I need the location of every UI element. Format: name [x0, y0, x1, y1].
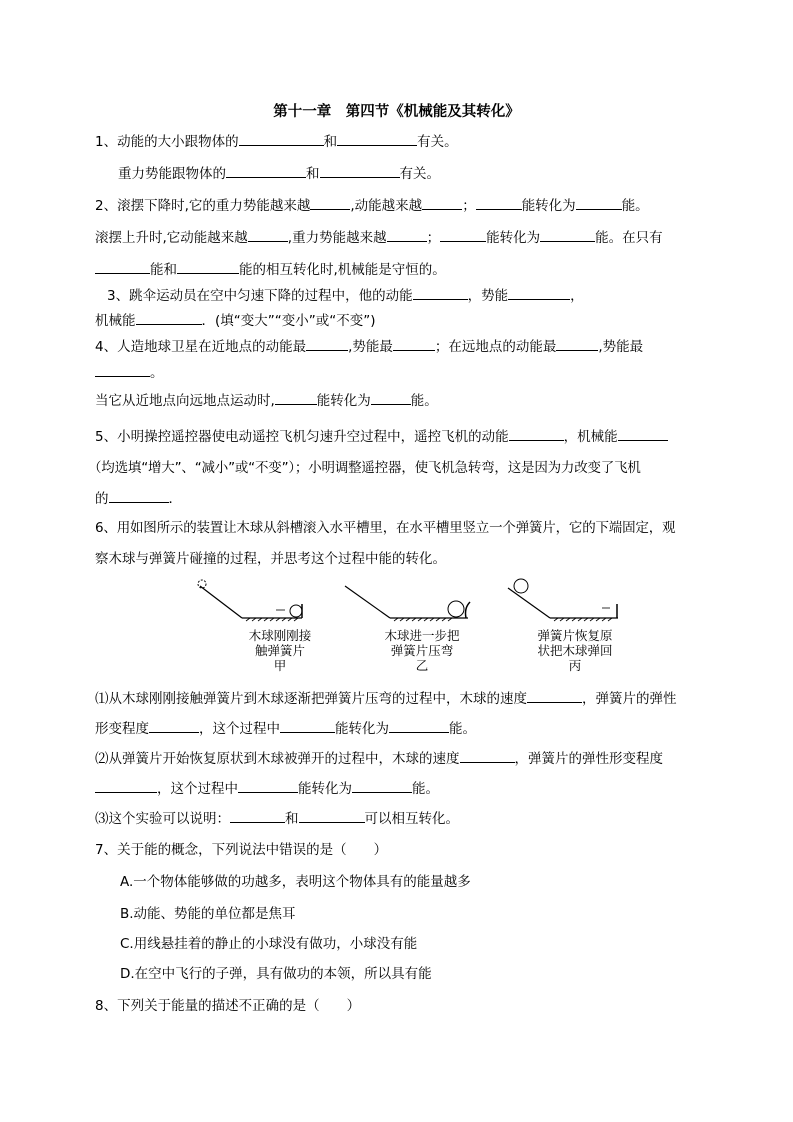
question-4-line-3	[95, 390, 438, 411]
answer-blank[interactable]	[393, 336, 435, 351]
q6-text: 察木球与弹簧片碰撞的过程，并思考这个过程中能的转化。	[95, 551, 446, 567]
question-6-sub-3	[95, 808, 459, 829]
q3-text: ，势能	[467, 288, 509, 304]
q2-text: ；	[462, 198, 476, 214]
q4-text: 能。	[410, 393, 438, 409]
q6-text: ，弹簧片的弹性	[582, 691, 677, 707]
figure-caption-yi	[362, 628, 482, 673]
q2-text: 能的相互转化时,机械能是守恒的。	[239, 262, 446, 278]
q6-text: 能转化为	[298, 781, 352, 797]
q4-text: ；在远地点的动能最	[434, 339, 557, 355]
q1-text: 1、动能的大小跟物体的	[95, 134, 239, 150]
q1-and-2: 和	[306, 166, 320, 182]
question-5-line-2	[88, 458, 641, 478]
answer-blank[interactable]	[226, 163, 306, 178]
question-2-line-2	[95, 227, 663, 248]
q2-text: 能和	[150, 262, 177, 278]
ramp-line	[508, 588, 550, 618]
caption-line: 弹簧片压弯	[390, 643, 454, 658]
q5-text: 5、小明操控遥控器使电动遥控飞机匀速升空过程中，遥控飞机的动能	[95, 429, 509, 445]
answer-blank[interactable]	[239, 131, 324, 146]
answer-blank[interactable]	[299, 808, 365, 823]
q2-text: 滚摆上升时,它动能越来越	[95, 230, 248, 246]
q1-end: 有关。	[417, 134, 458, 150]
q8-text: 8、下列关于能量的描述不正确的是（ ）	[95, 998, 361, 1014]
answer-blank[interactable]	[371, 390, 411, 405]
q6-text: 能。	[412, 781, 439, 797]
q6-text: ⑶这个实验可以说明：	[95, 811, 230, 827]
caption-line: 状把木球弹回	[537, 643, 613, 658]
q4-text: 。	[150, 365, 164, 381]
answer-blank[interactable]	[476, 195, 522, 210]
answer-blank[interactable]	[177, 259, 239, 274]
question-2-line-1	[95, 195, 649, 216]
option-d-label: D.在空中飞行的子弹，具有做功的本领，所以具有能	[120, 966, 432, 982]
question-5-line-3	[95, 488, 182, 509]
figure-caption-bing	[515, 628, 635, 673]
answer-blank[interactable]	[387, 227, 427, 242]
answer-blank[interactable]	[337, 131, 417, 146]
question-6-sub-1-line-1	[95, 688, 677, 709]
q6-text: 能。	[449, 721, 476, 737]
question-4-line-2	[95, 362, 164, 383]
question-6-sub-2-line-1	[95, 748, 663, 769]
caption-label: 乙	[415, 658, 429, 673]
answer-blank[interactable]	[238, 778, 298, 793]
answer-blank[interactable]	[440, 227, 486, 242]
caption-line: 触弹簧片	[254, 643, 305, 658]
option-b[interactable]	[120, 904, 296, 924]
q5-text: ，机械能	[563, 429, 618, 445]
answer-blank[interactable]	[95, 362, 150, 377]
q2-text: 能。	[621, 198, 649, 214]
ramp-line	[345, 586, 390, 618]
q4-text: ,势能最	[598, 339, 644, 355]
answer-blank[interactable]	[556, 336, 598, 351]
answer-blank[interactable]	[422, 195, 462, 210]
question-7-stem	[95, 840, 387, 860]
page-title: 第十一章 第四节《机械能及其转化》	[273, 104, 520, 120]
answer-blank[interactable]	[352, 778, 412, 793]
q5-text: （均选填“增大”、“减小”或“不变”）；小明调整遥控器，使飞机急转弯，这是因为力改变了飞机	[88, 460, 641, 476]
question-8-stem	[95, 996, 360, 1016]
question-3-line-1	[107, 285, 584, 306]
question-6-line-2	[95, 549, 446, 569]
answer-blank[interactable]	[310, 195, 350, 210]
ball-icon	[290, 605, 302, 617]
q2-text: ,重力势能越来越	[287, 230, 387, 246]
option-c[interactable]	[120, 934, 417, 954]
answer-blank[interactable]	[320, 163, 400, 178]
answer-blank[interactable]	[275, 390, 317, 405]
q6-text: 6、用如图所示的装置让木球从斜槽滚入水平槽里，在水平槽里竖立一个弹簧片，它的下端固定，观	[95, 520, 676, 536]
question-6-sub-2-line-2	[95, 778, 439, 799]
answer-blank[interactable]	[389, 718, 449, 733]
answer-blank[interactable]	[306, 336, 348, 351]
q6-text: 可以相互转化。	[364, 811, 459, 827]
q6-text: 和	[285, 811, 299, 827]
ball-icon	[514, 579, 528, 593]
q2-text: ,动能越来越	[350, 198, 423, 214]
q2-text: 能转化为	[486, 230, 541, 246]
answer-blank[interactable]	[95, 259, 150, 274]
q4-text: ,势能最	[348, 339, 393, 355]
option-b-label: B.动能、势能的单位都是焦耳	[120, 906, 296, 922]
q3-text: ．(填“变大”“变小”或“不变”)	[201, 313, 376, 329]
question-6-sub-1-line-2	[95, 718, 476, 739]
question-1-line-1	[95, 131, 458, 152]
question-5-line-1	[95, 426, 668, 447]
q1-and: 和	[323, 134, 338, 150]
q4-text: 4、人造地球卫星在近地点的动能最	[95, 339, 307, 355]
answer-blank[interactable]	[230, 808, 285, 823]
q3-text: 3、跳伞运动员在空中匀速下降的过程中，他的动能	[107, 288, 413, 304]
answer-blank[interactable]	[95, 778, 157, 793]
answer-blank[interactable]	[508, 285, 570, 300]
answer-blank[interactable]	[527, 688, 582, 703]
q5-text: ．	[168, 491, 182, 507]
answer-blank[interactable]	[413, 285, 468, 300]
answer-blank[interactable]	[149, 718, 199, 733]
experiment-figure	[190, 578, 620, 680]
q4-text: 当它从近地点向远地点运动时,	[95, 393, 275, 409]
q3-text: ，	[570, 288, 584, 304]
q6-text: ，这个过程中	[199, 721, 280, 737]
answer-blank[interactable]	[540, 227, 595, 242]
q4-text: 能转化为	[316, 393, 371, 409]
figure-caption-jia	[220, 628, 340, 673]
q2-text: 能转化为	[521, 198, 576, 214]
q6-text: ⑴从木球刚刚接触弹簧片到木球逐渐把弹簧片压弯的过程中，木球的速度	[95, 691, 527, 707]
q6-text: 能转化为	[335, 721, 389, 737]
caption-line: 木球进一步把	[384, 628, 460, 643]
spring-plate-bent	[466, 602, 471, 618]
option-a-label: A.一个物体能够做的功越多，表明这个物体具有的能量越多	[120, 874, 471, 890]
q6-text: ，弹簧片的弹性形变程度	[514, 751, 663, 767]
q1-text-2: 重力势能跟物体的	[118, 166, 226, 182]
q2-text: ；	[426, 230, 441, 246]
ramp-line	[200, 586, 242, 618]
option-c-label: C.用线悬挂着的静止的小球没有做功，小球没有能	[120, 936, 418, 952]
q6-text: ⑵从弹簧片开始恢复原状到木球被弹开的过程中，木球的速度	[95, 751, 460, 767]
caption-line: 木球刚刚接	[248, 628, 312, 643]
option-a[interactable]	[120, 872, 471, 892]
answer-blank[interactable]	[618, 426, 668, 441]
answer-blank[interactable]	[109, 488, 169, 503]
option-d[interactable]	[120, 964, 432, 984]
question-4-line-1	[95, 336, 643, 357]
q2-text: 能。在只有	[595, 230, 663, 246]
q1-end-2: 有关。	[399, 166, 440, 182]
answer-blank[interactable]	[576, 195, 622, 210]
q7-text: 7、关于能的概念，下列说法中错误的是（ ）	[95, 842, 388, 858]
caption-label: 甲	[273, 658, 287, 673]
answer-blank[interactable]	[248, 227, 288, 242]
answer-blank[interactable]	[460, 748, 515, 763]
q3-text: 机械能	[95, 313, 136, 329]
q6-text: 形变程度	[95, 721, 149, 737]
answer-blank[interactable]	[509, 426, 564, 441]
question-1-line-2	[118, 163, 440, 184]
q5-text: 的	[95, 491, 109, 507]
question-6-line-1	[95, 518, 675, 538]
answer-blank[interactable]	[136, 310, 202, 325]
caption-line: 弹簧片恢复原	[537, 628, 613, 643]
question-3-line-2	[95, 310, 376, 331]
q2-text: 2、滚摆下降时,它的重力势能越来越	[95, 198, 311, 214]
caption-label: 丙	[568, 658, 582, 673]
ball-icon	[448, 601, 464, 617]
question-2-line-3	[95, 259, 446, 280]
answer-blank[interactable]	[280, 718, 335, 733]
q6-text: ，这个过程中	[157, 781, 238, 797]
